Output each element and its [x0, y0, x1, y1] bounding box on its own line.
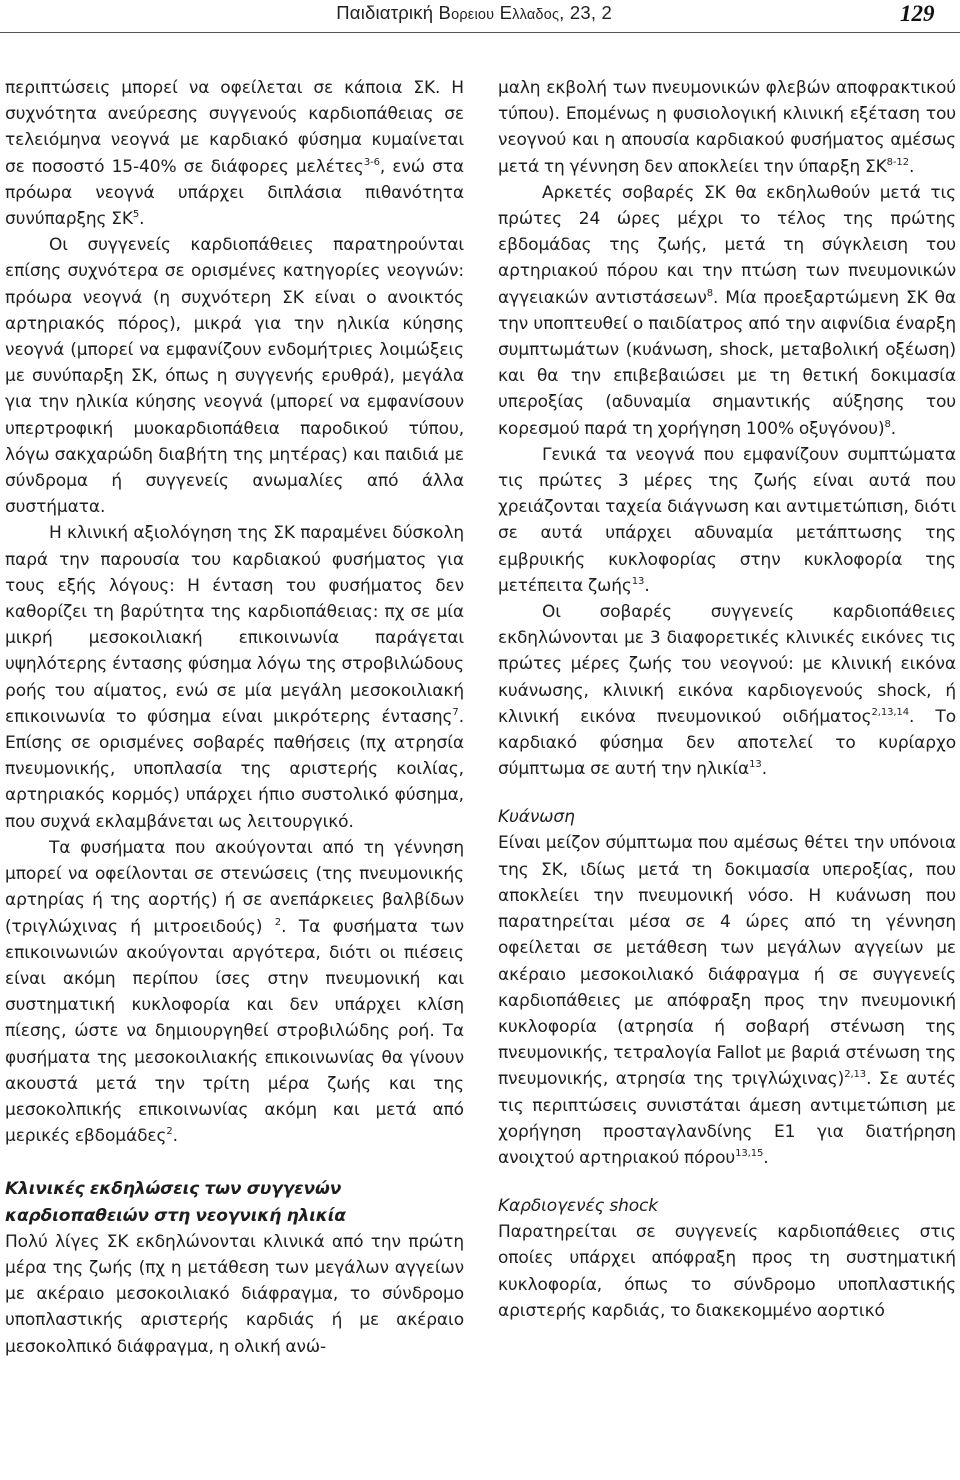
paragraph: Είναι μείζον σύμπτωμα που αμέσως θέτει την υπόνοια της ΣΚ, ιδίως μετά τη δοκιμασία υπεροξίας, που αποκλείει την πνευμονική νόσο. Η κυάνωση που παρατηρείται μέσα σε 4 ώρες από τη γέννηση οφείλεται σε μετάθεση των μεγάλων αγγείων με ακέραιο μεσοκοιλιακό διάφραγμα ή σε συγγενείς καρδιοπάθειες με απόφραξη προς την πνευμονική κυκλοφορία (ατρησία ή σοβαρή στένωση της πνευμονικής, τετραλογία Fallot με βαριά στένωση της πνευμονικής, ατρησία της τριγλώχινας)$^{2,13}$. Σε αυτές τις περιπτώσεις συνιστάται άμεση αντιμετώπιση με χορήγηση προσταγλανδίνης Ε1 για διατήρηση ανοιχτού αρτηριακού πόρου$^{13,15}$. [498, 833, 956, 1168]
subsection-heading: Καρδιογενές shock [498, 1196, 659, 1217]
section-heading: Κλινικές εκδηλώσεις των συγγενών καρδιοπαθειών στη νεογνική ηλικία [5, 1179, 346, 1226]
paragraph: Αρκετές σοβαρές ΣΚ θα εκδηλωθούν μετά τις πρώτες 24 ώρες μέχρι το τέλος της πρώτης εβδομάδας της ζωής, μετά τη σύγκλειση του αρτηριακού πόρου και την πτώση των πνευμονικών αγγειακών αντιστάσεων$^8$. Μία προεξαρτώμενη ΣΚ θα την υποπτευθεί ο παιδίατρος από την αιφνίδια έναρξη συμπτωμάτων (κυάνωση, shock, μεταβολική οξέωση) και θα την επιβεβαιώσει με τη θετική δοκιμασία υπεροξίας (αδυναμία σημαντικής αύξησης του κορεσμού παρά τη χορήγηση 100% οξυγόνου)$^8$. [498, 182, 956, 439]
paragraph: μαλη εκβολή των πνευμονικών φλεβών αποφρακτικού τύπου). Επομένως η φυσιολογική κλινική εξέταση του νεογνού και η απουσία καρδιακού φυσήματος αμέσως μετά τη γέννηση δεν αποκλείει την ύπαρξη ΣΚ$^{8-12}$. [498, 78, 956, 177]
subsection-heading: Κυάνωση [498, 807, 575, 828]
paragraph: περιπτώσεις μπορεί να οφείλεται σε κάποια ΣΚ. Η συχνότητα ανεύρεσης συγγενούς καρδιοπάθειας σε τελειόμηνα νεογνά με καρδιακό φύσημα κυμαίνεται σε ποσοστό 15-40% σε διάφορες μελέτες$^{3-6}$, ενώ στα πρόωρα νεογνά υπάρχει διπλάσια πιθανότητα συνύπαρξης $\Sigma K^5$. [5, 78, 465, 230]
paragraph: Η κλινική αξιολόγηση της ΣΚ παραμένει δύσκολη παρά την παρουσία του καρδιακού φυσήματος για τους εξής λόγους: Η ένταση του φυσήματος δεν καθορίζει τη βαρύτητα της καρδιοπάθειας: πχ σε μία μικρή μεσοκοιλιακή επικοινωνία παράγεται υψηλότερης έντασης φύσημα λόγω της στροβιλώδους ροής του αίματος, ενώ σε μία μεγάλη μεσοκοιλιακή επικοινωνία το φύσημα είναι μικρότερης έντασης$^7$. Επίσης σε ορισμένες σοβαρές παθήσεις (πχ ατρησία πνευμονικής, υποπλασία της αριστερής κοιλίας, αρτηριακός κορμός) υπάρχει ήπιο συστολικό φύσημα, που συχνά εκλαμβάνεται ως λειτουργικό. [5, 523, 464, 832]
paragraph: Οι σοβαρές συγγενείς καρδιοπάθειες εκδηλώνονται με 3 διαφορετικές κλινικές εικόνες τις πρώτες μέρες ζωής του νεογνού: με κλινική εικόνα κυάνωσης, κλινική εικόνα καρδιογενούς shock, ή κλινική εικόνα πνευμονικού οιδήματος$^{2,13,14}$. Το καρδιακό φύσημα δεν αποτελεί το κυρίαρχο σύμπτωμα σε αυτή την ηλικία$^{13}$. [498, 602, 956, 780]
paragraph: Παρατηρείται σε συγγενείς καρδιοπάθειες στις οποίες υπάρχει απόφραξη προς τη συστηματική κυκλοφορία, όπως το σύνδρομο υποπλαστικής αριστερής καρδιάς, το διακεκομμένο αορτικό [498, 1222, 956, 1321]
left-column [5, 75, 464, 1360]
right-column [498, 75, 956, 1324]
paragraph: Οι συγγενείς καρδιοπάθειες παρατηρούνται επίσης συχνότερα σε ορισμένες κατηγορίες νεογνών: πρόωρα νεογνά (η συχνότερη ΣΚ είναι ο ανοικτός αρτηριακός πόρος), μικρά για την ηλικία κύησης νεογνά (μπορεί να εμφανίζουν ενδομήτριες λοιμώξεις με συνύπαρξη ΣΚ, όπως η συγγενής ερυθρά), μεγάλα για την ηλικία κύησης νεογνά (μπορεί να εμφανίσουν υπερτροφική μυοκαρδιοπάθεια παροδικού τύπου, λόγω σακχαρώδη διαβήτη της μητέρας) και παιδιά με σύνδρομα ή συγγενείς ανωμαλίες από άλλα συστήματα. [5, 235, 464, 518]
paragraph: Τα φυσήματα που ακούγονται από τη γέννηση μπορεί να οφείλονται σε στενώσεις (της πνευμονικής αρτηρίας ή της αορτής) ή σε ανεπάρκειες βαλβίδων (τριγλώχινας ή μιτροειδούς) $^2$. Τα φυσήματα των επικοινωνιών ακούγονται αργότερα, διότι οι πιέσεις είναι ακόμη περίπου ίσες στην πνευμονική και συστηματική κυκλοφορία και δεν υπάρχει κλίση πίεσης, ώστε να δημιουργηθεί στροβιλώδης ροή. Τα φυσήματα της μεσοκοιλιακής επικοινωνίας θα γίνουν ακουστά μετά την τρίτη μέρα ζωής και της μεσοκολπικής επικοινωνίας ακόμη και μετά από μερικές εβδομάδες$^2$. [5, 837, 464, 1147]
journal-citation: Παιδιατρική Βορειου Ελλαδος, 23, 2 [336, 2, 612, 23]
paragraph: Γενικά τα νεογνά που εμφανίζουν συμπτώματα τις πρώτες 3 μέρες της ζωής είναι αυτά που χρειάζονται ταχεία διάγνωση και αντιμετώπιση, διότι σε αυτά υπάρχει αδυναμία μετάπτωσης της εμβρυικής κυκλοφορίας στην κυκλοφορία της μετέπειτα ζωής$^{13}$. [498, 444, 956, 596]
page-number: 129 [900, 1, 935, 26]
paragraph: Πολύ λίγες ΣΚ εκδηλώνονται κλινικά από την πρώτη μέρα της ζωής (πχ η μετάθεση των μεγάλων αγγείων με ακέραιο μεσοκοιλιακό διάφραγμα, το σύνδρομο υποπλαστικής αριστερής καρδιάς ή με ακέραιο μεσοκολπικό διάφραγμα, η ολική ανώ- [5, 1231, 464, 1357]
running-header [0, 0, 960, 34]
header-rule [0, 32, 960, 33]
